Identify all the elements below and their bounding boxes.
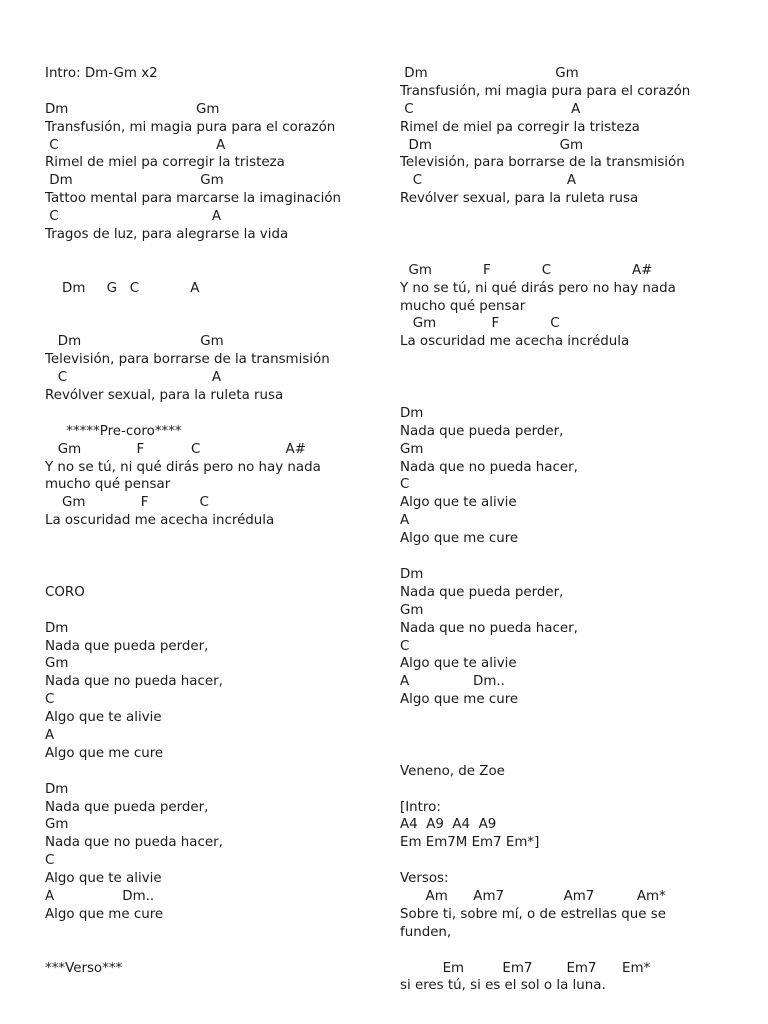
left-column-line xyxy=(45,602,395,620)
left-column-line xyxy=(45,315,395,333)
right-column-line xyxy=(400,226,740,244)
right-column-line: Algo que te alivie xyxy=(400,656,517,672)
right-column-line: [Intro: xyxy=(400,799,441,815)
right-column-line: Dm Gm xyxy=(400,66,579,81)
right-column-line xyxy=(400,942,740,960)
right-column-line: A Dm.. xyxy=(400,674,505,690)
right-column-line: Veneno, de Zoe xyxy=(400,763,505,779)
right-column-line: Algo que te alivie xyxy=(400,495,517,511)
right-column-line: Nada que no pueda hacer, xyxy=(400,459,578,475)
left-column-line: La oscuridad me acecha incrédula xyxy=(45,513,275,529)
left-column-line: Gm F C xyxy=(45,495,209,511)
right-column-line: funden, xyxy=(400,924,452,940)
right-column-line xyxy=(400,244,740,262)
right-column-line: Revólver sexual, para la ruleta rusa xyxy=(400,191,639,207)
right-column-line xyxy=(400,727,740,745)
left-column-line: A Dm.. xyxy=(45,888,155,904)
left-column-line: A xyxy=(45,727,55,743)
left-column-line: Dm G C A xyxy=(45,280,200,296)
right-column-line xyxy=(400,548,740,566)
right-column-line xyxy=(400,387,740,405)
left-column-line: Algo que te alivie xyxy=(45,710,162,726)
right-column-line: A4 A9 A4 A9 xyxy=(400,817,497,833)
left-column-line: C xyxy=(45,692,55,708)
right-column-line: Am Am7 Am7 Am* xyxy=(400,888,666,904)
right-lyrics-column xyxy=(400,65,740,995)
left-column-line: CORO xyxy=(45,584,85,600)
right-column-line: Gm xyxy=(400,602,424,618)
left-column-line: Dm xyxy=(45,620,69,636)
left-column-line xyxy=(45,405,395,423)
left-column-line: C A xyxy=(45,370,222,386)
left-column-line xyxy=(45,924,395,942)
left-column-line: Intro: Dm-Gm x2 xyxy=(45,66,158,81)
right-column-line xyxy=(400,709,740,727)
right-column-line: Em Em7M Em7 Em*] xyxy=(400,835,540,851)
right-column-line xyxy=(400,781,740,799)
left-column-line: Nada que pueda perder, xyxy=(45,799,209,815)
right-column-line: Algo que me cure xyxy=(400,692,519,708)
right-column-line: C A xyxy=(400,101,581,117)
right-column-line xyxy=(400,351,740,369)
right-column-line: Em Em7 Em7 Em* xyxy=(400,960,651,976)
right-column-line: La oscuridad me acecha incrédula xyxy=(400,334,630,350)
left-column-line: Tattoo mental para marcarse la imaginación xyxy=(45,191,342,207)
left-column-line xyxy=(45,548,395,566)
right-column-line xyxy=(400,208,740,226)
left-column-line: C A xyxy=(45,209,222,225)
right-column-line xyxy=(400,852,740,870)
right-column-line: Algo que me cure xyxy=(400,531,519,547)
left-column-line: Dm Gm xyxy=(45,101,220,117)
left-column-line: mucho qué pensar xyxy=(45,477,171,493)
right-column-line: mucho qué pensar xyxy=(400,298,526,314)
right-column-line: A xyxy=(400,513,410,529)
left-column-line xyxy=(45,942,395,960)
left-column-line: Algo que me cure xyxy=(45,745,164,761)
left-column-line: Dm Gm xyxy=(45,334,224,350)
left-column-line: Nada que no pueda hacer, xyxy=(45,674,223,690)
left-column-line: ***Verso*** xyxy=(45,960,123,976)
left-column-line: Revólver sexual, para la ruleta rusa xyxy=(45,388,284,404)
left-column-line: Dm xyxy=(45,781,69,797)
right-column-line: Televisión, para borrarse de la transmisión xyxy=(400,155,685,171)
left-column-line: Gm xyxy=(45,817,69,833)
left-column-line: Televisión, para borrarse de la transmisión xyxy=(45,352,330,368)
left-column-line xyxy=(45,566,395,584)
right-column-line: Transfusión, mi magia pura para el corazón xyxy=(400,83,691,99)
left-column-line xyxy=(45,244,395,262)
left-column-line: Y no se tú, ni qué dirás pero no hay nada xyxy=(45,459,321,475)
left-column-line: Transfusión, mi magia pura para el corazón xyxy=(45,119,336,135)
right-column-line: Gm F C xyxy=(400,316,560,332)
left-column-line: Nada que no pueda hacer, xyxy=(45,835,223,851)
right-column-line: C xyxy=(400,477,410,493)
left-column-line: C A xyxy=(45,137,226,153)
left-column-line: Dm Gm xyxy=(45,173,224,189)
left-column-line xyxy=(45,298,395,316)
left-column-line xyxy=(45,530,395,548)
left-column-line: Gm xyxy=(45,656,69,672)
right-column-line xyxy=(400,369,740,387)
right-column-line: Nada que pueda perder, xyxy=(400,584,564,600)
right-column-line: Y no se tú, ni qué dirás pero no hay nada xyxy=(400,280,676,296)
right-column-line: Dm xyxy=(400,566,424,582)
left-column-line: *****Pre-coro**** xyxy=(45,423,182,439)
left-column-line: Rimel de miel pa corregir la tristeza xyxy=(45,155,285,171)
right-column-line: Dm xyxy=(400,405,424,421)
left-column-line: C xyxy=(45,853,55,869)
right-column-line: Versos: xyxy=(400,871,449,887)
right-column-line: Nada que pueda perder, xyxy=(400,423,564,439)
left-column-line xyxy=(45,262,395,280)
right-column-line xyxy=(400,745,740,763)
left-column-line xyxy=(45,83,395,101)
left-lyrics-column xyxy=(45,65,395,977)
right-column-line: C A xyxy=(400,173,577,189)
right-column-line: si eres tú, si es el sol o la luna. xyxy=(400,978,606,994)
left-column-line: Tragos de luz, para alegrarse la vida xyxy=(45,227,289,243)
right-column-line: Rimel de miel pa corregir la tristeza xyxy=(400,119,640,135)
left-column-line xyxy=(45,763,395,781)
right-column-line: Dm Gm xyxy=(400,137,583,153)
right-column-line: Gm F C A# xyxy=(400,262,653,278)
left-column-line: Algo que te alivie xyxy=(45,871,162,887)
right-column-line: Gm xyxy=(400,441,424,457)
left-column-line: Nada que pueda perder, xyxy=(45,638,209,654)
right-column-line: Sobre ti, sobre mí, o de estrellas que se xyxy=(400,906,666,922)
right-column-line: Nada que no pueda hacer, xyxy=(400,620,578,636)
left-column-line: Algo que me cure xyxy=(45,906,164,922)
right-column-line: C xyxy=(400,638,410,654)
left-column-line: Gm F C A# xyxy=(45,441,306,457)
